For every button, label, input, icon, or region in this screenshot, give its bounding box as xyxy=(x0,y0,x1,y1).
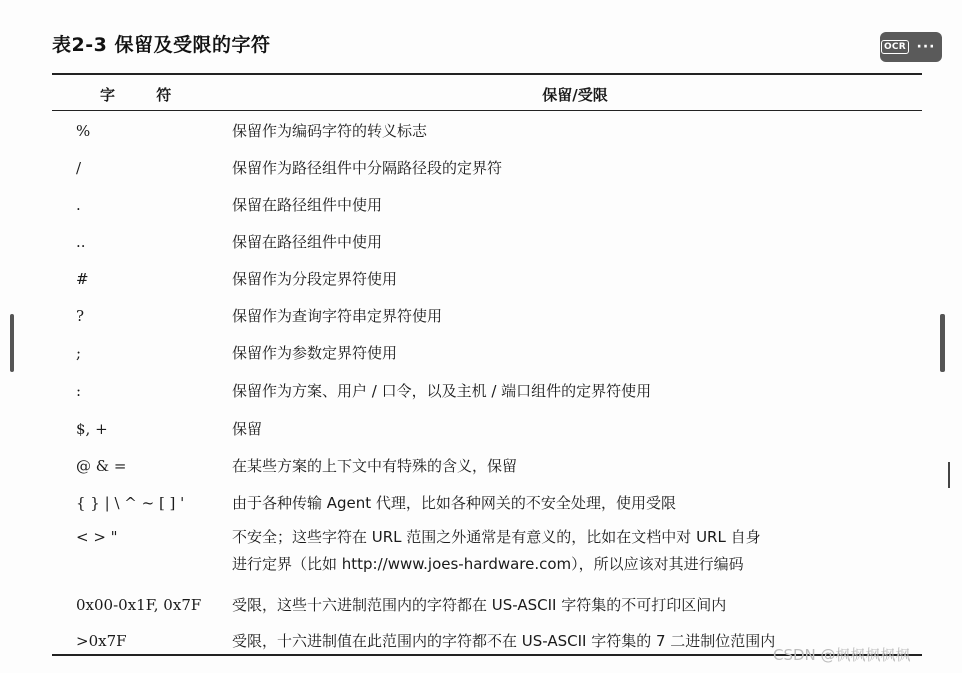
char-cell: # xyxy=(76,270,89,288)
desc-cell: 保留作为路径组件中分隔路径段的定界符 xyxy=(232,159,503,177)
char-cell: .. xyxy=(76,233,86,251)
table-top-rule xyxy=(52,73,922,75)
desc-cell: 保留在路径组件中使用 xyxy=(232,196,383,214)
char-cell: < > " xyxy=(76,528,118,546)
ocr-icon: OCR xyxy=(881,40,909,54)
desc-cell: 受限，十六进制值在此范围内的字符都不在 US-ASCII 字符集的 7 二进制位范围内 xyxy=(232,632,776,650)
table-header-rule xyxy=(52,110,922,111)
image-toolbar xyxy=(880,32,942,62)
char-cell: % xyxy=(76,122,91,140)
desc-cell: 保留作为分段定界符使用 xyxy=(232,270,398,288)
char-cell: 0x00-0x1F, 0x7F xyxy=(76,596,202,614)
char-cell: { } | \ ^ ~ [ ] ' xyxy=(76,494,185,512)
desc-cell: 保留作为编码字符的转义标志 xyxy=(232,122,428,140)
ocr-button[interactable] xyxy=(880,32,910,62)
char-cell: ; xyxy=(76,344,82,362)
char-cell: $, + xyxy=(76,420,108,438)
desc-cell: 保留作为查询字符串定界符使用 xyxy=(232,307,443,325)
desc-cell: 保留作为参数定界符使用 xyxy=(232,344,398,362)
desc-cell: 进行定界（比如 http://www.joes-hardware.com），所以应该对其进行编码 xyxy=(232,555,744,573)
desc-cell: 保留在路径组件中使用 xyxy=(232,233,383,251)
char-cell: @ & = xyxy=(76,457,127,475)
desc-cell: 保留作为方案、用户 / 口令，以及主机 / 端口组件的定界符使用 xyxy=(232,382,652,400)
edge-marker xyxy=(948,462,950,488)
desc-cell: 保留 xyxy=(232,420,263,438)
char-cell: / xyxy=(76,159,82,177)
char-cell: : xyxy=(76,382,82,400)
char-cell: >0x7F xyxy=(76,632,127,650)
desc-cell: 不安全；这些字符在 URL 范围之外通常是有意义的，比如在文档中对 URL 自身 xyxy=(232,528,761,546)
left-scroll-handle[interactable] xyxy=(10,314,14,372)
column-header-char: 字 符 xyxy=(100,86,172,104)
char-cell: ? xyxy=(76,307,85,325)
desc-cell: 受限，这些十六进制范围内的字符都在 US-ASCII 字符集的不可打印区间内 xyxy=(232,596,727,614)
char-cell: . xyxy=(76,196,81,214)
watermark: CSDN @枫枫枫枫枫 xyxy=(773,646,911,664)
desc-cell: 在某些方案的上下文中有特殊的含义，保留 xyxy=(232,457,518,475)
column-header-desc: 保留/受限 xyxy=(542,86,608,104)
right-scroll-handle[interactable] xyxy=(940,314,945,372)
desc-cell: 由于各种传输 Agent 代理，比如各种网关的不安全处理，使用受限 xyxy=(232,494,676,512)
table-caption: 表2-3 保留及受限的字符 xyxy=(52,34,271,56)
more-options-button[interactable]: ··· xyxy=(916,39,936,55)
